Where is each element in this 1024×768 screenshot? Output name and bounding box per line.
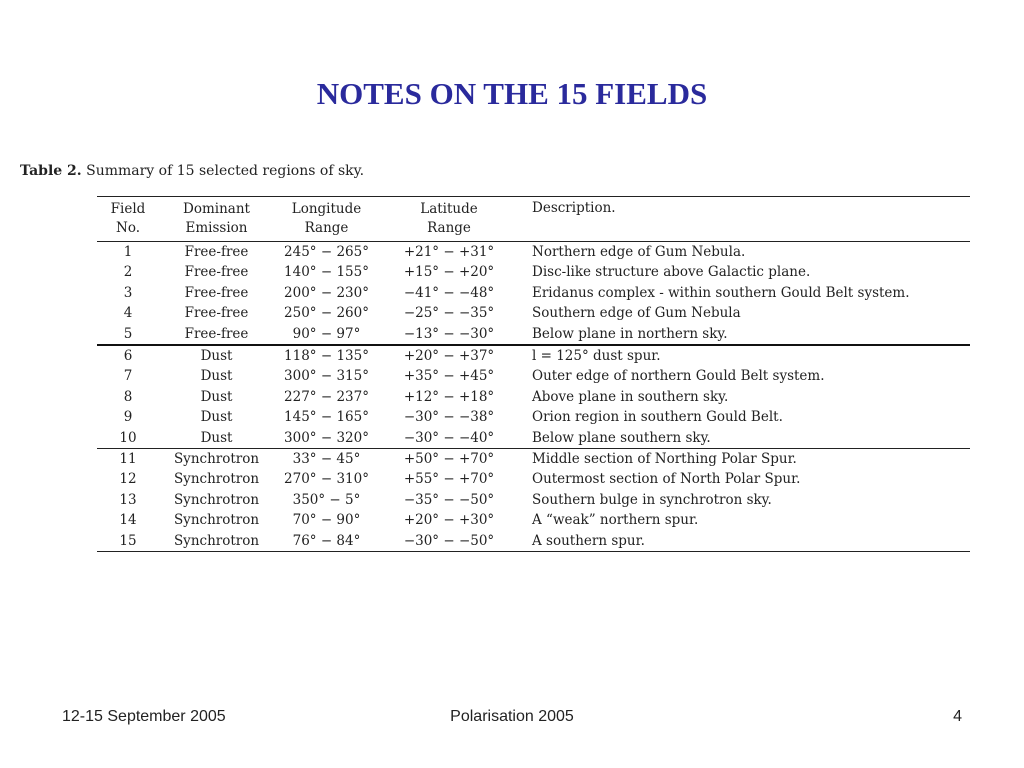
- header-latitude: Latitude Range: [420, 201, 478, 236]
- cell-longitude: 90° − 97°: [292, 325, 361, 342]
- table-row: [97, 469, 970, 489]
- cell-emission: Synchrotron: [173, 471, 260, 488]
- cell-field: 5: [123, 325, 133, 342]
- cell-latitude: −30° − −50°: [403, 532, 495, 549]
- cell-longitude: 350° − 5°: [292, 491, 361, 508]
- cell-latitude: −13° − −30°: [403, 325, 495, 342]
- cell-longitude: 245° − 265°: [284, 244, 369, 260]
- cell-latitude: −35° − −50°: [403, 491, 495, 508]
- cell-field: 1: [123, 244, 133, 260]
- caption-text: Summary of 15 selected regions of sky.: [86, 163, 365, 179]
- cell-field: 8: [123, 388, 133, 405]
- cell-field: 13: [119, 491, 137, 508]
- header-emission: Dominant Emission: [183, 201, 250, 236]
- cell-field: 4: [123, 305, 133, 322]
- cell-description: Southern bulge in synchrotron sky.: [532, 491, 772, 508]
- summary-table-container: [97, 196, 970, 552]
- table-row: [97, 283, 970, 303]
- cell-longitude: 300° − 320°: [284, 429, 369, 446]
- table-row: [97, 510, 970, 530]
- table-row: [97, 303, 970, 323]
- cell-latitude: +55° − +70°: [403, 471, 495, 488]
- cell-longitude: 145° − 165°: [284, 409, 369, 426]
- cell-emission: Dust: [200, 368, 233, 385]
- cell-latitude: −25° − −35°: [403, 305, 495, 322]
- cell-longitude: 76° − 84°: [292, 532, 361, 549]
- cell-emission: Dust: [200, 429, 233, 446]
- cell-description: A southern spur.: [532, 532, 645, 549]
- cell-field: 11: [119, 451, 137, 468]
- cell-field: 15: [119, 532, 137, 549]
- cell-emission: Dust: [200, 348, 233, 365]
- caption-label: Table 2.: [20, 163, 82, 179]
- cell-longitude: 270° − 310°: [284, 471, 369, 488]
- cell-longitude: 70° − 90°: [292, 512, 361, 529]
- cell-field: 9: [123, 409, 133, 426]
- cell-description: l = 125° dust spur.: [532, 348, 661, 365]
- cell-emission: Synchrotron: [173, 491, 260, 508]
- cell-longitude: 227° − 237°: [284, 388, 369, 405]
- cell-description: Eridanus complex - within southern Gould Belt system.: [532, 284, 910, 301]
- cell-longitude: 33° − 45°: [292, 451, 361, 468]
- cell-longitude: 250° − 260°: [284, 305, 369, 322]
- cell-description: Below plane southern sky.: [532, 429, 711, 446]
- cell-latitude: +20° − +30°: [403, 512, 495, 529]
- cell-latitude: +35° − +45°: [403, 368, 495, 385]
- cell-longitude: 118° − 135°: [284, 348, 369, 365]
- cell-latitude: +21° − +31°: [403, 244, 495, 260]
- header-field: Field No.: [110, 201, 146, 236]
- cell-description: Disc-like structure above Galactic plane.: [532, 264, 811, 281]
- cell-field: 14: [119, 512, 137, 529]
- table-caption: [20, 163, 364, 179]
- table-header-row: [97, 197, 970, 242]
- cell-field: 12: [119, 471, 137, 488]
- cell-description: Outermost section of North Polar Spur.: [532, 471, 801, 488]
- cell-field: 10: [119, 429, 137, 446]
- summary-table: [97, 196, 970, 552]
- cell-emission: Synchrotron: [173, 512, 260, 529]
- table-row: [97, 490, 970, 510]
- cell-emission: Dust: [200, 388, 233, 405]
- cell-latitude: +20° − +37°: [403, 348, 495, 365]
- cell-emission: Synchrotron: [173, 451, 260, 468]
- table-row: [97, 407, 970, 427]
- cell-latitude: −30° − −38°: [403, 409, 495, 426]
- cell-description: Below plane in northern sky.: [532, 325, 728, 342]
- cell-emission: Free-free: [184, 305, 249, 322]
- footer-page-number: 4: [953, 708, 962, 725]
- footer-event: Polarisation 2005: [450, 708, 574, 725]
- table-row: [97, 366, 970, 386]
- cell-emission: Free-free: [184, 284, 249, 301]
- cell-latitude: −41° − −48°: [403, 284, 495, 301]
- cell-emission: Free-free: [184, 325, 249, 342]
- cell-description: Above plane in southern sky.: [532, 388, 729, 405]
- table-row: [97, 242, 970, 263]
- cell-longitude: 200° − 230°: [284, 284, 369, 301]
- table-row: [97, 387, 970, 407]
- cell-latitude: +15° − +20°: [403, 264, 495, 281]
- header-description: Description.: [532, 200, 616, 216]
- cell-emission: Free-free: [184, 264, 249, 281]
- cell-field: 6: [123, 348, 133, 365]
- table-row: [97, 428, 970, 449]
- cell-description: Middle section of Northing Polar Spur.: [532, 451, 797, 468]
- cell-longitude: 140° − 155°: [284, 264, 369, 281]
- table-row: [97, 531, 970, 552]
- cell-emission: Free-free: [184, 244, 249, 260]
- cell-emission: Synchrotron: [173, 532, 260, 549]
- table-row: [97, 449, 970, 470]
- table-row: [97, 262, 970, 282]
- cell-emission: Dust: [200, 409, 233, 426]
- cell-field: 3: [123, 284, 133, 301]
- cell-description: Orion region in southern Gould Belt.: [532, 409, 783, 426]
- table-row: [97, 345, 970, 366]
- cell-latitude: −30° − −40°: [403, 429, 495, 446]
- cell-description: A “weak” northern spur.: [532, 512, 699, 529]
- cell-field: 2: [123, 264, 133, 281]
- header-longitude: Longitude Range: [291, 201, 362, 236]
- cell-description: Southern edge of Gum Nebula: [532, 305, 741, 322]
- table-row: [97, 324, 970, 345]
- cell-latitude: +12° − +18°: [403, 388, 495, 405]
- footer-date: 12-15 September 2005: [62, 708, 226, 725]
- table-body: [97, 242, 970, 552]
- cell-latitude: +50° − +70°: [403, 451, 495, 468]
- slide-title: NOTES ON THE 15 FIELDS: [316, 76, 708, 111]
- cell-field: 7: [123, 368, 133, 385]
- cell-description: Northern edge of Gum Nebula.: [532, 244, 746, 260]
- cell-description: Outer edge of northern Gould Belt system.: [532, 368, 825, 385]
- cell-longitude: 300° − 315°: [284, 368, 369, 385]
